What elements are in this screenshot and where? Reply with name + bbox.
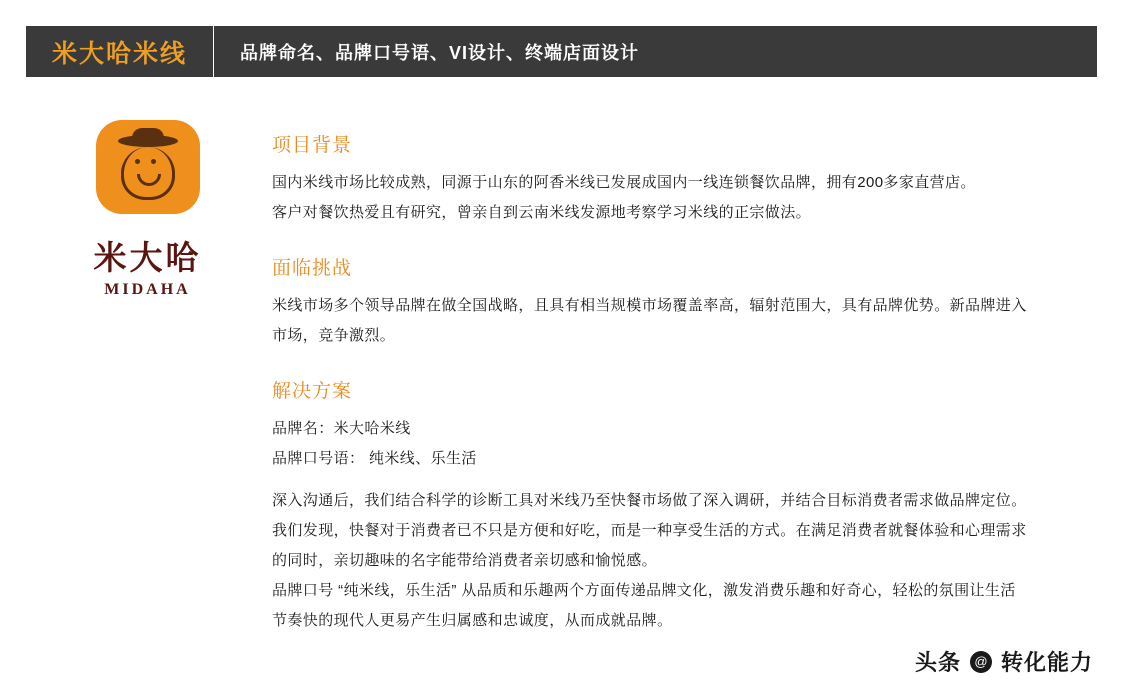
solution-paragraph-2: 我们发现，快餐对于消费者已不只是方便和好吃，而是一种享受生活的方式。在满足消费者就餐体验和心理需求 bbox=[272, 522, 1027, 539]
paragraph-spacer bbox=[272, 473, 1082, 487]
right-eye-shape bbox=[151, 159, 156, 164]
challenge-paragraph-2: 市场，竞争激烈。 bbox=[272, 327, 396, 344]
header-brand: 米大哈米线 bbox=[52, 39, 188, 68]
header-subtitle: 品牌命名、品牌口号语、VI设计、终端店面设计 bbox=[240, 42, 640, 63]
watermark bbox=[915, 646, 1093, 677]
solution-paragraph-5: 节奏快的现代人更易产生归属感和忠诚度，从而成就品牌。 bbox=[272, 612, 673, 629]
logo-latin-text: MIDAHA bbox=[104, 281, 191, 298]
face-shape bbox=[121, 147, 175, 200]
solution-brand-name: 品牌名：米大哈米线 bbox=[272, 420, 411, 437]
mouth-shape bbox=[137, 174, 161, 186]
solution-brand-slogan: 品牌口号语： 纯米线、乐生活 bbox=[272, 450, 477, 467]
at-icon: @ bbox=[970, 651, 992, 673]
hat-brim-shape bbox=[118, 135, 178, 147]
mascot-icon bbox=[96, 120, 200, 214]
page-header bbox=[26, 26, 1097, 77]
challenge-paragraph-1: 米线市场多个领导品牌在做全国战略，且具有相当规模市场覆盖率高，辐射范围大，具有品牌优势。新品牌进入 bbox=[272, 297, 1027, 314]
section-heading-background: 项目背景 bbox=[272, 135, 353, 156]
brand-logo bbox=[55, 120, 240, 299]
solution-paragraph-4: 品牌口号 “纯米线，乐生活” 从品质和乐趣两个方面传递品牌文化，激发消费乐趣和好奇心，轻松的氛围让生活 bbox=[272, 582, 1016, 599]
solution-paragraph-1: 深入沟通后，我们结合科学的诊断工具对米线乃至快餐市场做了深入调研，并结合目标消费者需求做品牌定位。 bbox=[272, 492, 1027, 509]
solution-paragraph-3: 的同时，亲切趣味的名字能带给消费者亲切感和愉悦感。 bbox=[272, 552, 658, 569]
header-divider bbox=[213, 26, 214, 77]
logo-wordmark: 米大哈 bbox=[93, 238, 202, 277]
watermark-account-name: 转化能力 bbox=[1000, 650, 1093, 675]
background-paragraph-2: 客户对餐饮热爱且有研究，曾亲自到云南米线发源地考察学习米线的正宗做法。 bbox=[272, 204, 812, 221]
section-heading-challenge: 面临挑战 bbox=[272, 258, 353, 279]
background-paragraph-1: 国内米线市场比较成熟，同源于山东的阿香米线已发展成国内一线连锁餐饮品牌，拥有200多家直营店。 bbox=[272, 174, 976, 191]
left-eye-shape bbox=[135, 159, 140, 164]
section-heading-solution: 解决方案 bbox=[272, 381, 353, 402]
content-column bbox=[272, 130, 1082, 635]
watermark-logo-text: 头条 bbox=[914, 650, 961, 675]
